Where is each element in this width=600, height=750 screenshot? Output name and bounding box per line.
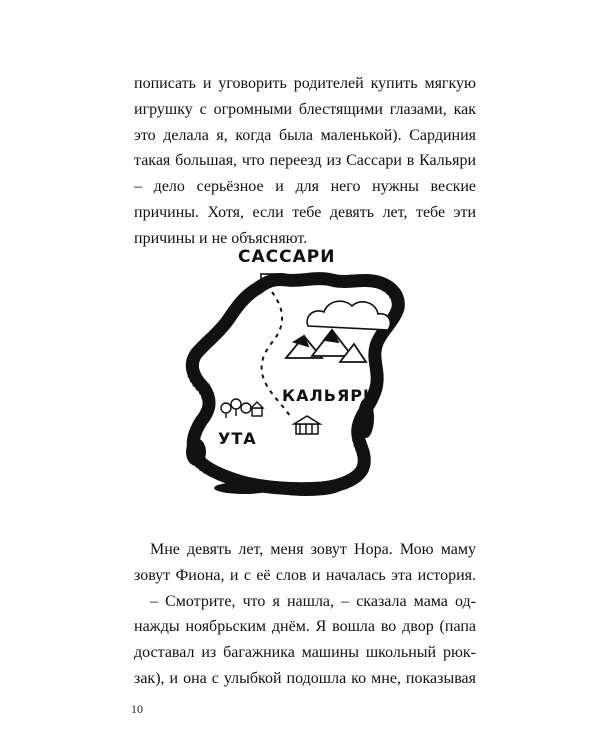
text-line: зак), и она с улыбкой подошла ко мне, показывая xyxy=(134,669,476,687)
text-line: нажды ноябрьским днём. Я вошла во двор (папа xyxy=(134,618,476,636)
map-label-sassari: САССАРИ xyxy=(238,247,336,267)
text-line: Мне девять лет, меня зовут Нора. Мою маму xyxy=(150,541,476,558)
text-line: это делала я, когда была маленькой). Сардиния xyxy=(134,126,476,144)
text-line: такая большая, что переезд из Сассари в Кальяри xyxy=(134,152,476,170)
map-label-cagliari: КАЛЬЯРИ xyxy=(282,386,378,405)
text-line: зовут Фиона, и с её слов и началась эта история. xyxy=(134,566,476,584)
text-line: доставал из багажника машины школьный рюк- xyxy=(134,644,476,662)
top-paragraph xyxy=(134,71,476,252)
bottom-paragraph xyxy=(134,537,476,692)
map-label-uta: УТА xyxy=(218,429,257,448)
sardinia-map-illustration xyxy=(166,238,414,504)
text-line: причины. Хотя, если тебе девять лет, тебе эти xyxy=(134,203,476,221)
text-line: пописать и уговорить родителей купить мягкую xyxy=(134,75,476,92)
text-line: – дело серьёзное и для него нужны веские xyxy=(134,178,476,196)
text-line: причины и не объясняют. xyxy=(134,229,308,247)
text-line: игрушку с огромными блестящими глазами, как xyxy=(134,100,476,118)
text-line: – Смотрите, что я нашла, – сказала мама од- xyxy=(150,592,476,610)
page-number: 10 xyxy=(131,702,143,716)
